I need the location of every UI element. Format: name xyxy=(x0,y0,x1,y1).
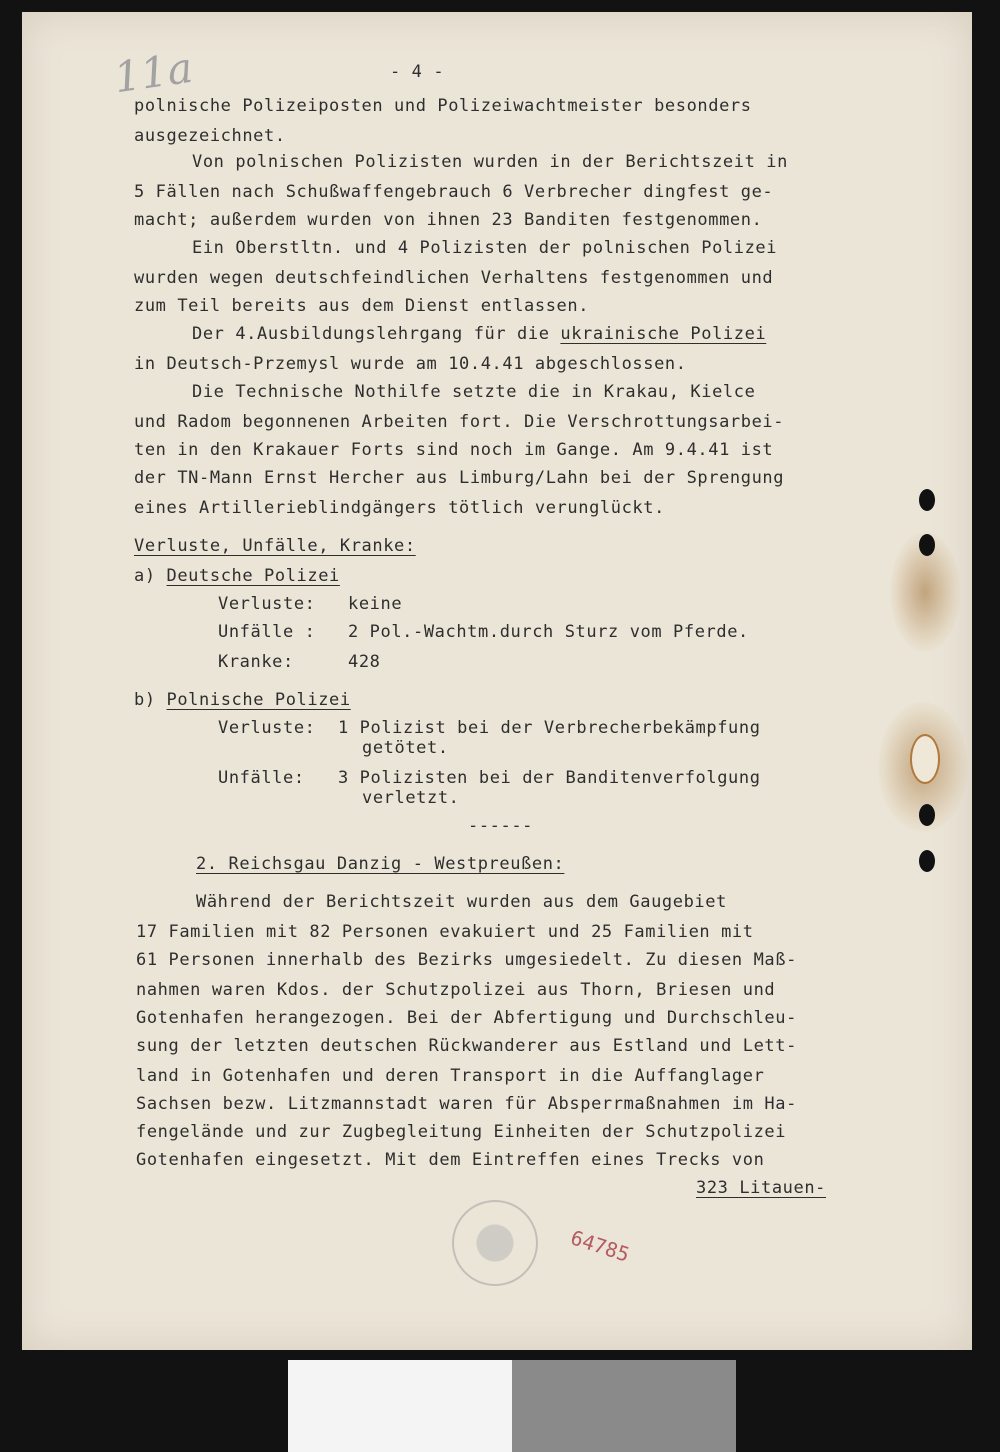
text-line: Die Technische Nothilfe setzte die in Krakau, Kielce xyxy=(192,382,756,402)
row-label: Kranke: xyxy=(218,652,294,672)
text-line xyxy=(192,324,766,344)
text-line: 61 Personen innerhalb des Bezirks umgesiedelt. Zu diesen Maß- xyxy=(136,950,797,970)
row-label: Unfälle : xyxy=(218,622,316,642)
text-line: 5 Fällen nach Schußwaffengebrauch 6 Verbrecher dingfest ge- xyxy=(134,182,774,202)
text-line: Sachsen bezw. Litzmannstadt waren für Absperrmaßnahmen im Ha- xyxy=(136,1094,797,1114)
row-value-continued: verletzt. xyxy=(362,788,460,808)
casualties-heading: Verluste, Unfälle, Kranke: xyxy=(134,536,416,556)
row-label: Verluste: xyxy=(218,718,316,738)
punch-hole xyxy=(919,489,935,511)
text-segment: Der 4.Ausbildungslehrgang für die xyxy=(192,324,561,344)
color-calibration-strip xyxy=(288,1360,736,1452)
row-value: 2 Pol.-Wachtm.durch Sturz vom Pferde. xyxy=(348,622,749,642)
text-line: in Deutsch-Przemysl wurde am 10.4.41 abgeschlossen. xyxy=(134,354,687,374)
subsection-a xyxy=(134,566,340,586)
text-line: 17 Familien mit 82 Personen evakuiert und 25 Familien mit xyxy=(136,922,754,942)
text-line: sung der letzten deutschen Rückwanderer aus Estland und Lett- xyxy=(136,1036,797,1056)
text-line: Von polnischen Polizisten wurden in der Berichtszeit in xyxy=(192,152,788,172)
text-line: Gotenhafen eingesetzt. Mit dem Eintreffen eines Trecks von xyxy=(136,1150,765,1170)
punch-hole xyxy=(919,804,935,826)
subsection-title: Deutsche Polizei xyxy=(166,566,340,586)
page-number: - 4 - xyxy=(390,62,445,82)
text-line: eines Artillerieblindgängers tötlich verunglückt. xyxy=(134,498,665,518)
text-line: Ein Oberstltn. und 4 Polizisten der polnischen Polizei xyxy=(192,238,778,258)
text-line: ten in den Krakauer Forts sind noch im Gange. Am 9.4.41 ist xyxy=(134,440,774,460)
subsection-prefix: a) xyxy=(134,566,167,586)
punch-hole xyxy=(919,534,935,556)
archive-stamp-number: 64785 xyxy=(567,1225,633,1267)
text-line: macht; außerdem wurden von ihnen 23 Banditen festgenommen. xyxy=(134,210,763,230)
text-line: fengelände und zur Zugbegleitung Einheiten der Schutzpolizei xyxy=(136,1122,787,1142)
text-line: wurden wegen deutschfeindlichen Verhaltens festgenommen und xyxy=(134,268,774,288)
text-line: nahmen waren Kdos. der Schutzpolizei aus Thorn, Briesen und xyxy=(136,980,776,1000)
section-divider: ------ xyxy=(468,816,534,836)
subsection-title: Polnische Polizei xyxy=(166,690,351,710)
row-value: 3 Polizisten bei der Banditenverfolgung xyxy=(338,768,761,788)
row-value: 428 xyxy=(348,652,381,672)
subsection-prefix: b) xyxy=(134,690,167,710)
row-label: Verluste: xyxy=(218,594,316,614)
text-line: land in Gotenhafen und deren Transport in die Auffanglager xyxy=(136,1066,765,1086)
archive-seal xyxy=(452,1200,538,1286)
section-heading: 2. Reichsgau Danzig - Westpreußen: xyxy=(196,854,565,874)
text-line: der TN-Mann Ernst Hercher aus Limburg/Lahn bei der Sprengung xyxy=(134,468,785,488)
row-value: keine xyxy=(348,594,403,614)
row-value: 1 Polizist bei der Verbrecherbekämpfung xyxy=(338,718,761,738)
row-label: Unfälle: xyxy=(218,768,305,788)
handwritten-mark: 11a xyxy=(110,42,196,103)
text-line: polnische Polizeiposten und Polizeiwachtmeister besonders xyxy=(134,96,752,116)
text-line: Während der Berichtszeit wurden aus dem Gaugebiet xyxy=(196,892,727,912)
underlined-term: ukrainische Polizei xyxy=(560,324,767,344)
punch-hole xyxy=(919,850,935,872)
text-line: und Radom begonnenen Arbeiten fort. Die Verschrottungsarbei- xyxy=(134,412,785,432)
burn-hole xyxy=(910,734,940,784)
text-line: ausgezeichnet. xyxy=(134,126,286,146)
document-page xyxy=(22,12,972,1350)
text-line: zum Teil bereits aus dem Dienst entlassen. xyxy=(134,296,590,316)
row-value-continued: getötet. xyxy=(362,738,449,758)
continuation-word: 323 Litauen- xyxy=(696,1178,827,1198)
text-line: Gotenhafen herangezogen. Bei der Abfertigung und Durchschleu- xyxy=(136,1008,797,1028)
subsection-b xyxy=(134,690,351,710)
